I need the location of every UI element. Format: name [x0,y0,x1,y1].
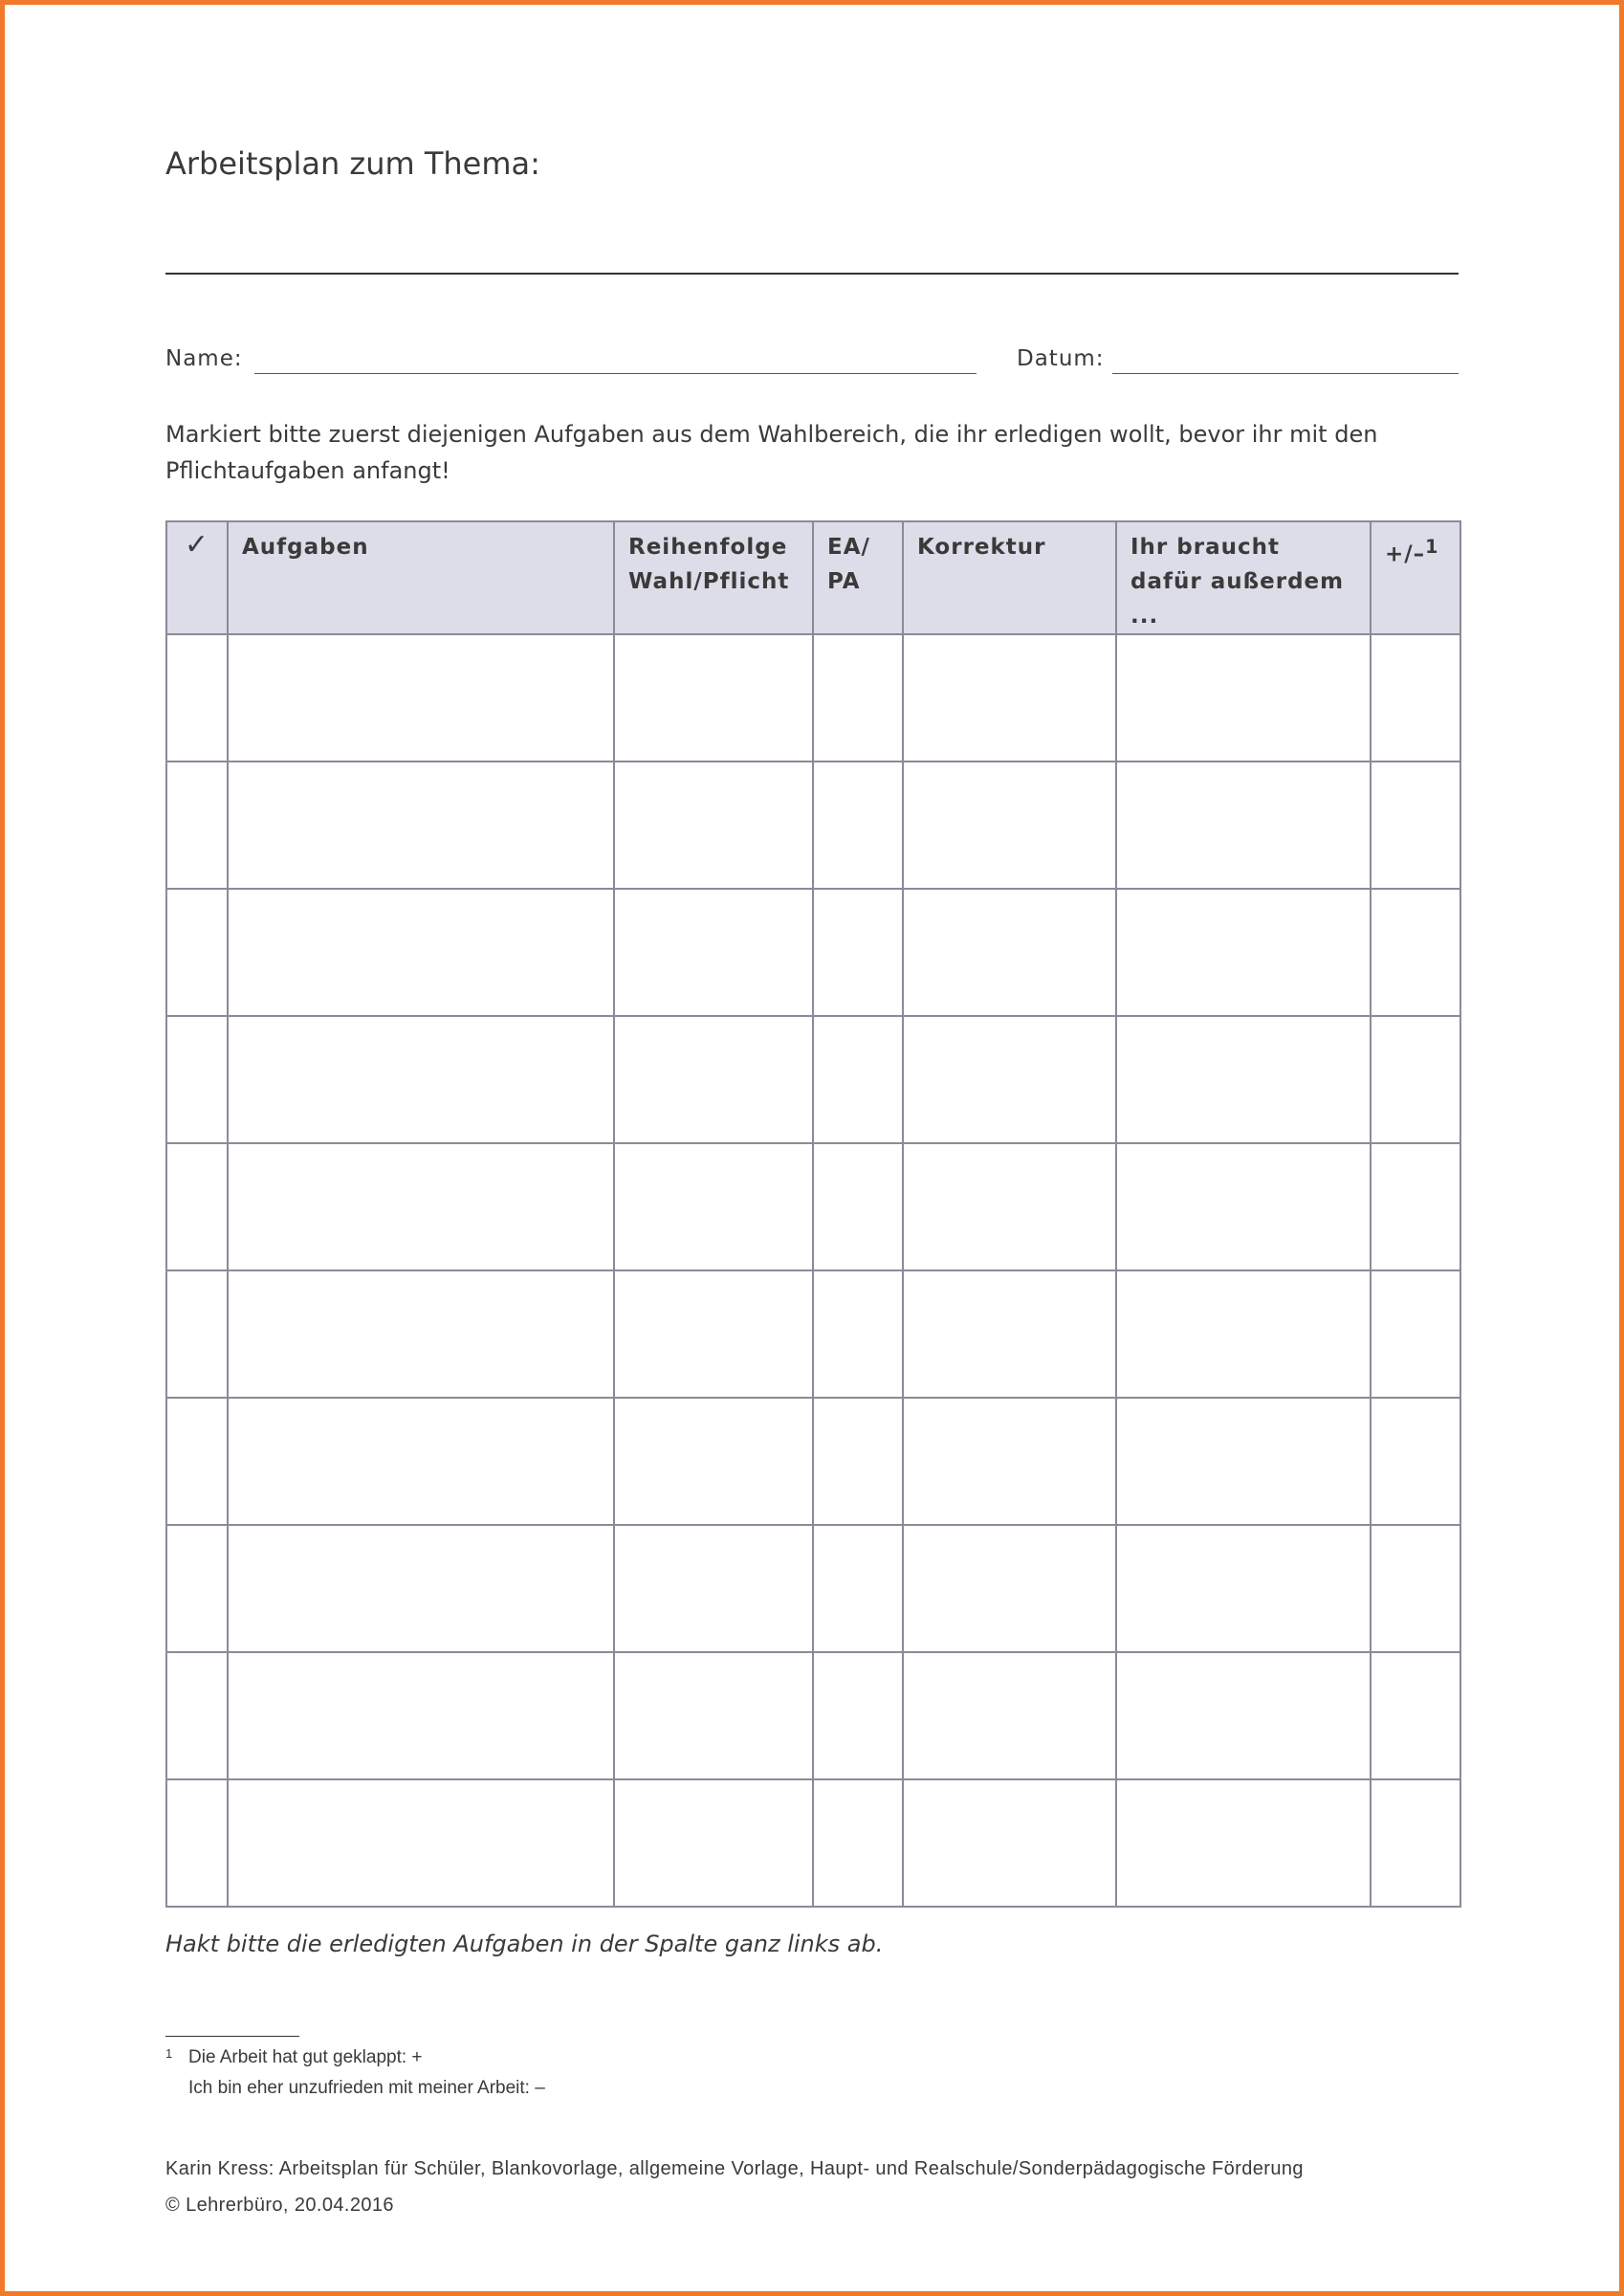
header-check: ✓ [166,521,228,634]
credit [165,2151,1304,2223]
cell-korrektur[interactable] [903,634,1116,762]
table-row [166,1398,1460,1525]
cell-ihr-braucht[interactable] [1116,1398,1371,1525]
cell-check[interactable] [166,1143,228,1270]
cell-reihenfolge[interactable] [614,1779,813,1907]
cell-korrektur[interactable] [903,762,1116,889]
cell-ea-pa[interactable] [813,1525,903,1652]
cell-korrektur[interactable] [903,1652,1116,1779]
footnote [165,2042,545,2104]
cell-ea-pa[interactable] [813,634,903,762]
page-title: Arbeitsplan zum Thema: [165,145,540,182]
cell-aufgaben[interactable] [228,1270,614,1398]
cell-ea-pa[interactable] [813,1398,903,1525]
cell-ihr-braucht[interactable] [1116,1525,1371,1652]
cell-aufgaben[interactable] [228,1016,614,1143]
cell-reihenfolge[interactable] [614,1398,813,1525]
cell-aufgaben[interactable] [228,1779,614,1907]
name-label: Name: [165,346,243,371]
cell-aufgaben[interactable] [228,1398,614,1525]
cell-ihr-braucht[interactable] [1116,762,1371,889]
cell-plus-minus[interactable] [1371,1016,1460,1143]
plus-minus-label: +/– [1385,541,1426,567]
cell-plus-minus[interactable] [1371,1398,1460,1525]
instruction-text: Markiert bitte zuerst diejenigen Aufgaben aus dem Wahlbereich, die ihr erledigen wollt, bevor ihr mit den Pflichtaufgaben anfangt! [165,421,1378,484]
cell-ihr-braucht[interactable] [1116,1652,1371,1779]
cell-check[interactable] [166,762,228,889]
cell-reihenfolge[interactable] [614,1270,813,1398]
cell-ihr-braucht[interactable] [1116,1143,1371,1270]
footnote-number: 1 [165,2046,173,2061]
cell-plus-minus[interactable] [1371,634,1460,762]
cell-reihenfolge[interactable] [614,1143,813,1270]
cell-plus-minus[interactable] [1371,1143,1460,1270]
cell-plus-minus[interactable] [1371,889,1460,1016]
cell-reihenfolge[interactable] [614,1652,813,1779]
cell-check[interactable] [166,1398,228,1525]
table-row [166,1016,1460,1143]
cell-aufgaben[interactable] [228,1652,614,1779]
cell-ihr-braucht[interactable] [1116,1270,1371,1398]
cell-aufgaben[interactable] [228,1143,614,1270]
table-row [166,1779,1460,1907]
theme-line [165,273,1459,275]
cell-korrektur[interactable] [903,1016,1116,1143]
cell-ea-pa[interactable] [813,1652,903,1779]
credit-line-1: Karin Kress: Arbeitsplan für Schüler, Blankovorlage, allgemeine Vorlage, Haupt- und Realschule/Sonderpädagogische Förderung [165,2158,1304,2179]
table-row [166,634,1460,762]
cell-ea-pa[interactable] [813,762,903,889]
cell-korrektur[interactable] [903,1525,1116,1652]
cell-ea-pa[interactable] [813,1143,903,1270]
header-ihr-braucht: Ihr braucht dafür außerdem ... [1116,521,1371,634]
cell-korrektur[interactable] [903,1779,1116,1907]
cell-check[interactable] [166,1525,228,1652]
cell-check[interactable] [166,889,228,1016]
cell-aufgaben[interactable] [228,634,614,762]
table-row [166,889,1460,1016]
footnote-line-2: Ich bin eher unzufrieden mit meiner Arbeit: – [188,2078,545,2098]
header-plus-minus [1371,521,1460,634]
cell-ea-pa[interactable] [813,1016,903,1143]
table-body [166,634,1460,1907]
cell-ea-pa[interactable] [813,889,903,1016]
cell-korrektur[interactable] [903,1398,1116,1525]
cell-ea-pa[interactable] [813,1270,903,1398]
cell-ihr-braucht[interactable] [1116,889,1371,1016]
table-row [166,1270,1460,1398]
credit-line-2: © Lehrerbüro, 20.04.2016 [165,2195,394,2216]
footnote-mark: 1 [1425,536,1439,558]
date-field-line [1112,373,1459,374]
header-aufgaben: Aufgaben [228,521,614,634]
hint-text: Hakt bitte die erledigten Aufgaben in der Spalte ganz links ab. [165,1931,884,1957]
table-row [166,1143,1460,1270]
date-label: Datum: [1017,346,1105,371]
cell-aufgaben[interactable] [228,889,614,1016]
name-date-row [165,346,1459,379]
name-field-line [254,373,977,374]
cell-reihenfolge[interactable] [614,1016,813,1143]
cell-check[interactable] [166,634,228,762]
cell-ea-pa[interactable] [813,1779,903,1907]
cell-plus-minus[interactable] [1371,762,1460,889]
cell-check[interactable] [166,1652,228,1779]
cell-plus-minus[interactable] [1371,1525,1460,1652]
table-row [166,762,1460,889]
header-korrektur: Korrektur [903,521,1116,634]
cell-check[interactable] [166,1270,228,1398]
work-plan-table [165,520,1461,1908]
cell-reihenfolge[interactable] [614,762,813,889]
cell-korrektur[interactable] [903,1143,1116,1270]
cell-korrektur[interactable] [903,1270,1116,1398]
cell-plus-minus[interactable] [1371,1779,1460,1907]
cell-ihr-braucht[interactable] [1116,1779,1371,1907]
footnote-rule [165,2036,299,2037]
footnote-line-1: Die Arbeit hat gut geklappt: + [188,2047,423,2067]
cell-aufgaben[interactable] [228,762,614,889]
cell-ihr-braucht[interactable] [1116,1016,1371,1143]
cell-plus-minus[interactable] [1371,1270,1460,1398]
cell-reihenfolge[interactable] [614,634,813,762]
table-row [166,1652,1460,1779]
cell-aufgaben[interactable] [228,1525,614,1652]
cell-korrektur[interactable] [903,889,1116,1016]
cell-ihr-braucht[interactable] [1116,634,1371,762]
header-ea-pa: EA/ PA [813,521,903,634]
cell-plus-minus[interactable] [1371,1652,1460,1779]
header-reihenfolge: Reihenfolge Wahl/Pflicht [614,521,813,634]
table-row [166,1525,1460,1652]
table-header-row [166,521,1460,634]
cell-reihenfolge[interactable] [614,889,813,1016]
cell-check[interactable] [166,1016,228,1143]
cell-reihenfolge[interactable] [614,1525,813,1652]
cell-check[interactable] [166,1779,228,1907]
